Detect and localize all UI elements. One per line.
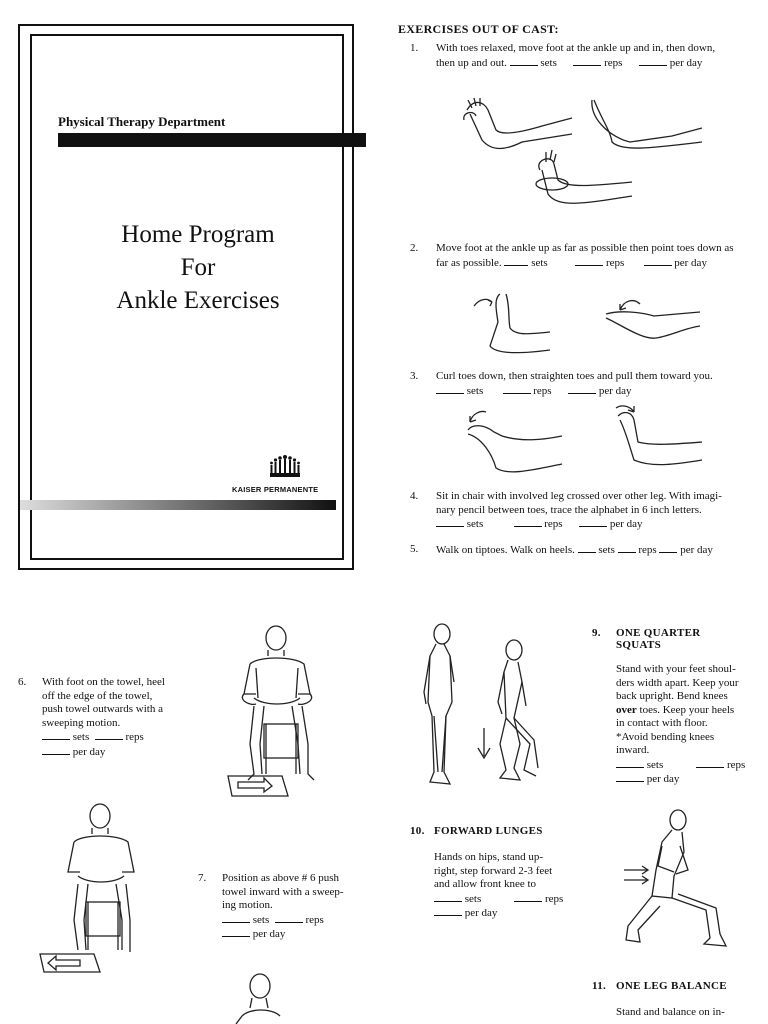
out-of-cast-heading: EXERCISES OUT OF CAST: bbox=[398, 22, 559, 36]
exercise-10 bbox=[434, 851, 584, 921]
perday-label: per day bbox=[72, 745, 106, 758]
sets-blank[interactable] bbox=[436, 517, 464, 527]
exercise-9-line: in contact with floor. bbox=[616, 717, 708, 729]
reps-blank[interactable] bbox=[514, 517, 542, 527]
reps-blank[interactable] bbox=[514, 892, 542, 902]
exercise-6-line: push towel outwards with a bbox=[42, 703, 163, 715]
perday-label: per day bbox=[646, 773, 680, 785]
exercise-9-line: toes. Keep your heels bbox=[636, 703, 735, 716]
exercise-9-title-line1: ONE QUARTER bbox=[616, 627, 701, 639]
sets-label: sets bbox=[72, 731, 90, 743]
title-line-1: Home Program bbox=[121, 221, 275, 248]
kaiser-logo-mark-icon bbox=[230, 452, 340, 482]
exercise-7-line: towel inward with a sweep- bbox=[222, 885, 344, 898]
exercise-10-line: and allow front knee to bbox=[434, 878, 537, 890]
sets-label: sets bbox=[466, 384, 484, 397]
sets-blank[interactable] bbox=[578, 543, 596, 553]
exercise-4-line2: nary pencil between toes, trace the alphabet in 6 inch letters. bbox=[436, 503, 702, 516]
exercise-4-line1: Sit in chair with involved leg crossed over other leg. With imagi- bbox=[436, 490, 722, 502]
perday-label: per day bbox=[669, 56, 703, 69]
exercise-3-number: 3. bbox=[410, 370, 419, 382]
exercise-1 bbox=[410, 42, 760, 70]
reps-blank[interactable] bbox=[503, 384, 531, 394]
exercise-6-number: 6. bbox=[18, 676, 27, 688]
reps-label: reps bbox=[605, 256, 625, 269]
exercise-10-title-text: FORWARD LUNGES bbox=[434, 825, 543, 837]
exercise-11-number: 11. bbox=[592, 980, 607, 992]
partial-figure-illustration bbox=[222, 968, 282, 1024]
perday-blank[interactable] bbox=[659, 543, 677, 553]
exercise-7-line: ing motion. bbox=[222, 899, 273, 911]
exercise-6-line: off the edge of the towel, bbox=[42, 689, 153, 702]
perday-label: per day bbox=[464, 907, 498, 919]
exercise-1-number: 1. bbox=[410, 42, 419, 54]
exercise-2-line2: far as possible. bbox=[436, 256, 502, 269]
perday-blank[interactable] bbox=[579, 517, 607, 527]
exercise-2-line1: Move foot at the ankle up as far as possible then point toes down as bbox=[436, 242, 734, 254]
exercise-2 bbox=[410, 242, 760, 270]
reps-blank[interactable] bbox=[95, 730, 123, 740]
exercise-7-line: Position as above # 6 push bbox=[222, 872, 340, 884]
exercise-9-bold-word: over bbox=[616, 703, 637, 716]
exercise-10-line: right, step forward 2-3 feet bbox=[434, 864, 553, 877]
exercise-2-number: 2. bbox=[410, 242, 419, 254]
sets-blank[interactable] bbox=[222, 913, 250, 923]
sets-label: sets bbox=[466, 518, 484, 530]
sets-label: sets bbox=[531, 256, 548, 269]
exercise-9 bbox=[592, 627, 762, 787]
perday-blank[interactable] bbox=[434, 906, 462, 916]
sets-blank[interactable] bbox=[616, 758, 644, 768]
perday-label: per day bbox=[252, 928, 286, 940]
exercise-7 bbox=[198, 872, 368, 942]
reps-label: reps bbox=[545, 892, 564, 905]
department-label: Physical Therapy Department bbox=[58, 114, 226, 129]
sets-blank[interactable] bbox=[504, 256, 528, 266]
seated-towel-push-illustration bbox=[224, 624, 334, 802]
reps-blank[interactable] bbox=[573, 56, 601, 66]
reps-blank[interactable] bbox=[618, 543, 636, 553]
exercise-9-line: inward. bbox=[616, 744, 650, 756]
exercise-9-line: ders width apart. Keep your bbox=[616, 676, 739, 689]
sets-blank[interactable] bbox=[434, 892, 462, 902]
ankle-pump-illustration bbox=[470, 288, 710, 358]
exercise-1-line2: then up and out. bbox=[436, 56, 507, 69]
reps-blank[interactable] bbox=[696, 758, 724, 768]
forward-lunge-illustration bbox=[622, 806, 742, 954]
reps-label: reps bbox=[533, 384, 552, 397]
exercise-10-title bbox=[410, 825, 543, 837]
exercise-9-line: *Avoid bending knees bbox=[616, 730, 715, 743]
exercise-5 bbox=[410, 543, 760, 558]
exercise-11-title bbox=[592, 980, 727, 992]
exercise-9-title-line2: SQUATS bbox=[616, 639, 661, 651]
exercise-5-text: Walk on tiptoes. Walk on heels. bbox=[436, 544, 575, 556]
sets-label: sets bbox=[464, 892, 482, 905]
exercise-9-line: back upright. Bend knees bbox=[616, 690, 728, 702]
perday-label: per day bbox=[674, 256, 707, 269]
cover-gradient-bar bbox=[20, 500, 336, 510]
sets-blank[interactable] bbox=[436, 384, 464, 394]
title-line-2: For bbox=[180, 254, 216, 281]
exercise-1-line1: With toes relaxed, move foot at the ankle up and in, then down, bbox=[436, 42, 716, 54]
cover-black-bar bbox=[58, 133, 366, 147]
exercise-10-line: Hands on hips, stand up- bbox=[434, 851, 544, 863]
exercise-9-line: Stand with your feet shoul- bbox=[616, 663, 736, 675]
exercise-9-title bbox=[592, 627, 762, 651]
sets-label: sets bbox=[540, 56, 557, 69]
perday-blank[interactable] bbox=[222, 927, 250, 937]
perday-blank[interactable] bbox=[568, 384, 596, 394]
exercise-4 bbox=[410, 490, 760, 532]
reps-blank[interactable] bbox=[575, 256, 603, 266]
exercise-7-number: 7. bbox=[198, 872, 207, 884]
sets-label: sets bbox=[646, 758, 664, 771]
cover-title bbox=[40, 218, 356, 317]
exercise-10-number: 10. bbox=[410, 825, 425, 837]
ankle-circle-illustration bbox=[462, 90, 712, 220]
exercise-9-number: 9. bbox=[592, 627, 601, 639]
perday-blank[interactable] bbox=[644, 256, 672, 266]
perday-blank[interactable] bbox=[42, 745, 70, 755]
exercise-11-title-text: ONE LEG BALANCE bbox=[616, 980, 727, 992]
reps-blank[interactable] bbox=[275, 913, 303, 923]
title-line-3: Ankle Exercises bbox=[116, 287, 280, 314]
kaiser-logo bbox=[230, 452, 340, 494]
quarter-squat-illustration bbox=[414, 622, 554, 792]
perday-label: per day bbox=[609, 518, 643, 530]
exercise-11-line: Stand and balance on in- bbox=[616, 1006, 725, 1018]
exercise-5-number: 5. bbox=[410, 543, 419, 555]
sets-label: sets bbox=[598, 544, 615, 556]
sets-blank[interactable] bbox=[510, 56, 538, 66]
exercise-6-line: With foot on the towel, heel bbox=[42, 676, 165, 688]
perday-label: per day bbox=[680, 544, 713, 556]
sets-blank[interactable] bbox=[42, 730, 70, 740]
sets-label: sets bbox=[252, 913, 270, 926]
seated-towel-pull-illustration bbox=[34, 800, 144, 976]
exercise-3 bbox=[410, 370, 760, 398]
perday-blank[interactable] bbox=[616, 772, 644, 782]
exercise-4-number: 4. bbox=[410, 490, 419, 502]
perday-blank[interactable] bbox=[639, 56, 667, 66]
reps-label: reps bbox=[544, 518, 563, 530]
toe-curl-illustration bbox=[462, 402, 712, 477]
reps-label: reps bbox=[638, 544, 657, 556]
reps-label: reps bbox=[604, 56, 623, 69]
kaiser-logo-text: KAISER PERMANENTE bbox=[232, 485, 319, 494]
perday-label: per day bbox=[598, 384, 632, 397]
exercise-6-line: sweeping motion. bbox=[42, 716, 121, 729]
reps-label: reps bbox=[125, 731, 144, 743]
reps-label: reps bbox=[305, 913, 324, 926]
exercise-6 bbox=[18, 676, 198, 759]
exercise-3-line1: Curl toes down, then straighten toes and pull them toward you. bbox=[436, 370, 713, 382]
reps-label: reps bbox=[727, 758, 746, 771]
